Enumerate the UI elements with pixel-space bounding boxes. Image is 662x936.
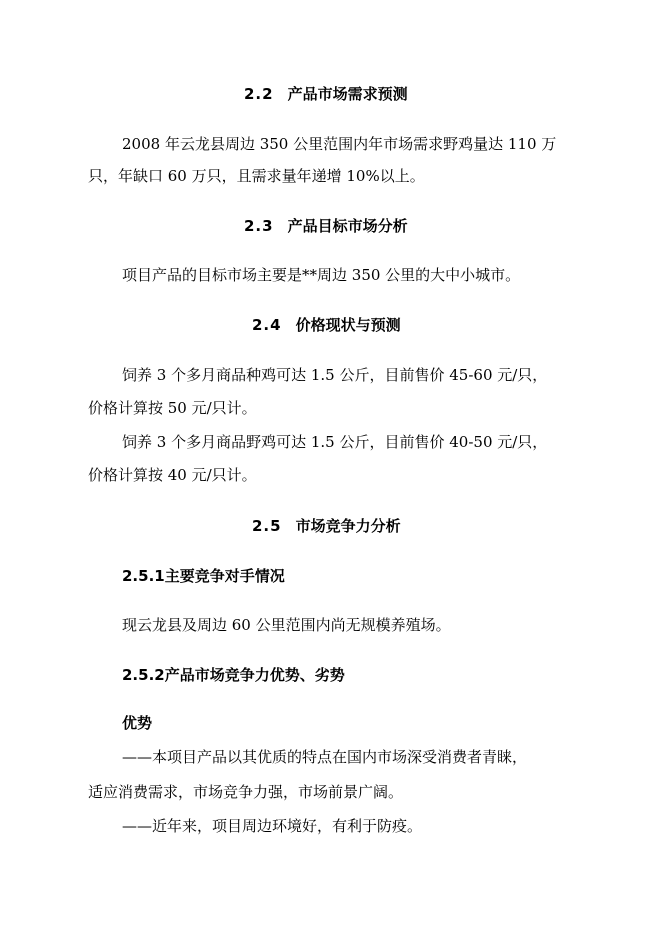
- section-heading-2-5: [252, 516, 401, 536]
- section-number: 2.2: [244, 85, 274, 103]
- paragraph-line: 饲养 3 个多月商品种鸡可达 1.5 公斤，目前售价 45-60 元/只，: [122, 366, 548, 384]
- paragraph-line: ——本项目产品以其优质的特点在国内市场深受消费者青睐，: [122, 748, 528, 766]
- subsection-heading-2-5-2: 2.5.2产品市场竞争力优势、劣势: [122, 666, 345, 684]
- paragraph-line: 饲养 3 个多月商品野鸡可达 1.5 公斤，目前售价 40-50 元/只，: [122, 433, 548, 451]
- paragraph-line: 只，年缺口 60 万只，且需求量年递增 10%以上。: [88, 167, 425, 185]
- section-number: 2.4: [252, 316, 282, 334]
- section-number: 2.5: [252, 517, 282, 535]
- paragraph-line: 现云龙县及周边 60 公里范围内尚无规模养殖场。: [122, 616, 451, 634]
- section-heading-2-2: [244, 84, 408, 104]
- paragraph-line: 适应消费需求，市场竞争力强，市场前景广阔。: [88, 783, 404, 801]
- paragraph-line: 项目产品的目标市场主要是**周边 350 公里的大中小城市。: [122, 266, 521, 284]
- advantage-label: 优势: [122, 714, 153, 732]
- section-heading-2-3: [244, 216, 408, 236]
- subsection-heading-2-5-1: 2.5.1主要竞争对手情况: [122, 567, 285, 585]
- section-title: 产品市场需求预测: [287, 85, 408, 103]
- paragraph-line: 价格计算按 40 元/只计。: [88, 466, 257, 484]
- paragraph-line: 2008 年云龙县周边 350 公里范围内年市场需求野鸡量达 110 万: [122, 135, 557, 153]
- paragraph-line: ——近年来，项目周边环境好，有利于防疫。: [122, 817, 423, 835]
- section-number: 2.3: [244, 217, 274, 235]
- section-title: 市场竞争力分析: [295, 517, 401, 535]
- section-title: 产品目标市场分析: [287, 217, 408, 235]
- section-heading-2-4: [252, 315, 401, 335]
- section-title: 价格现状与预测: [295, 316, 401, 334]
- paragraph-line: 价格计算按 50 元/只计。: [88, 399, 257, 417]
